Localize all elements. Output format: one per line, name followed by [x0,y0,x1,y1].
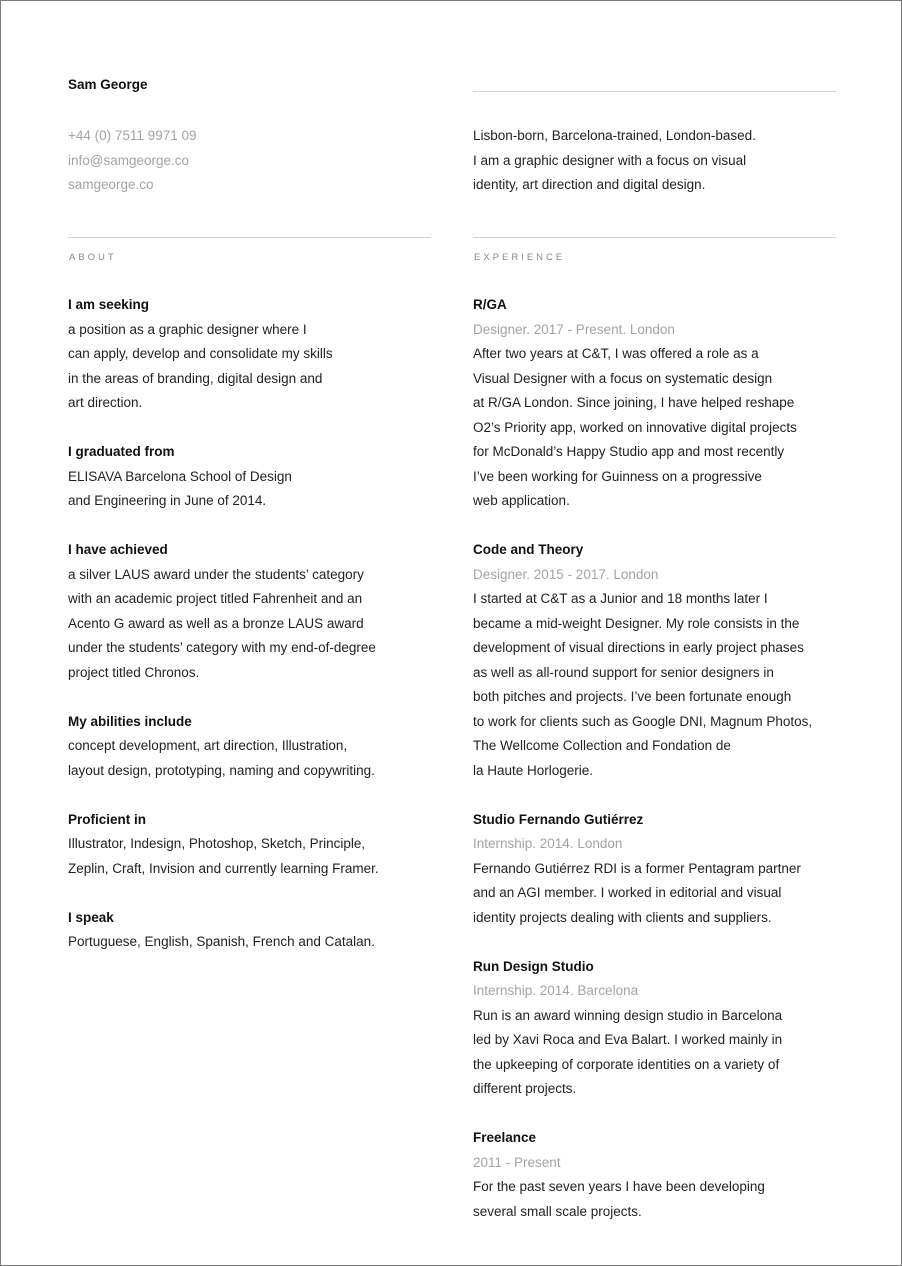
header-divider [473,91,836,92]
person-name: Sam George [68,77,148,92]
experience-line: Run is an award winning design studio in Barcelona [473,1007,783,1023]
experience-item [473,1126,873,1224]
experience-line: to work for clients such as Google DNI, Magnum Photos, [473,713,813,729]
experience-line: I started at C&T as a Junior and 18 months later I [473,591,768,606]
about-item-line: project titled Chronos. [68,664,200,680]
experience-meta: Designer. 2015 - 2017. London [473,566,659,582]
about-divider [68,237,431,238]
experience-company: Code and Theory [473,542,584,557]
about-item-title: I graduated from [68,444,175,459]
about-item [68,808,438,882]
experience-item [473,538,873,783]
experience-divider [473,237,836,238]
about-section-label: ABOUT [69,252,117,263]
experience-line: for McDonald’s Happy Studio app and most recently [473,444,785,459]
experience-line: Visual Designer with a focus on systematic design [473,370,773,386]
about-item [68,906,438,955]
about-item-line: in the areas of branding, digital design and [68,370,323,386]
about-item-title: I have achieved [68,542,168,557]
experience-line: development of visual directions in early project phases [473,640,804,655]
intro-text [473,124,756,198]
intro-line: I am a graphic designer with a focus on visual [473,152,747,168]
experience-company: Freelance [473,1130,537,1145]
experience-line: both pitches and projects. I’ve been fortunate enough [473,689,792,704]
about-item-line: Acento G award as well as a bronze LAUS award [68,615,364,631]
email-address: info@samgeorge.co [68,152,190,168]
about-item-line: art direction. [68,395,143,410]
experience-line: The Wellcome Collection and Fondation de [473,738,731,753]
experience-line: web application. [473,493,570,508]
experience-line: the upkeeping of corporate identities on a variety of [473,1056,780,1072]
experience-line: After two years at C&T, I was offered a role as a [473,346,759,361]
experience-line: different projects. [473,1081,577,1096]
about-item [68,293,438,416]
experience-line: and an AGI member. I worked in editorial and visual [473,885,782,900]
website-link: samgeorge.co [68,177,154,192]
experience-meta: Internship. 2014. Barcelona [473,983,639,998]
experience-company: R/GA [473,297,507,312]
intro-line: Lisbon-born, Barcelona-trained, London-based. [473,128,756,143]
about-item-line: and Engineering in June of 2014. [68,493,267,508]
experience-item [473,293,873,514]
experience-item [473,955,873,1102]
about-item-title: Proficient in [68,811,147,827]
about-item-line: Portuguese, English, Spanish, French and Catalan. [68,934,375,949]
experience-meta: Internship. 2014. London [473,836,623,851]
experience-item [473,808,873,931]
about-item-line: Illustrator, Indesign, Photoshop, Sketch, Principle, [68,836,366,851]
contact-block [68,124,196,198]
experience-line: O2’s Priority app, worked on innovative digital projects [473,419,797,435]
about-item-line: ELISAVA Barcelona School of Design [68,468,292,484]
experience-line: several small scale projects. [473,1203,642,1219]
about-item-line: under the students’ category with my end-of-degree [68,640,376,655]
experience-line: led by Xavi Roca and Eva Balart. I worked mainly in [473,1032,783,1047]
about-item [68,440,438,514]
experience-line: as well as all-round support for senior designers in [473,664,774,680]
intro-line: identity, art direction and digital design. [473,177,706,192]
experience-line: la Haute Horlogerie. [473,762,594,778]
about-item-title: I speak [68,909,114,925]
about-item [68,538,438,685]
phone-number: +44 (0) 7511 9971 09 [68,128,197,143]
experience-line: For the past seven years I have been developing [473,1179,765,1194]
experience-line: I’ve been working for Guinness on a progressive [473,468,762,484]
about-item-title: My abilities include [68,713,192,729]
experience-line: at R/GA London. Since joining, I have helped reshape [473,395,795,410]
experience-line: Fernando Gutiérrez RDI is a former Pentagram partner [473,860,801,876]
experience-line: became a mid-weight Designer. My role consists in the [473,615,800,631]
about-item-line: concept development, art direction, Illustration, [68,738,348,753]
experience-section-label: EXPERIENCE [474,252,566,263]
experience-column [473,293,873,1249]
about-item-line: layout design, prototyping, naming and copywriting. [68,762,375,778]
experience-line: identity projects dealing with clients and suppliers. [473,909,772,925]
experience-company: Run Design Studio [473,958,594,974]
about-item-line: a position as a graphic designer where I [68,321,307,337]
experience-meta: Designer. 2017 - Present. London [473,321,675,337]
experience-meta: 2011 - Present [473,1154,561,1170]
about-item-line: Zeplin, Craft, Invision and currently learning Framer. [68,860,379,876]
about-column [68,293,438,979]
about-item-line: can apply, develop and consolidate my skills [68,346,333,361]
about-item-line: with an academic project titled Fahrenheit and an [68,591,363,606]
about-item [68,710,438,784]
about-item-line: a silver LAUS award under the students’ category [68,566,364,582]
experience-company: Studio Fernando Gutiérrez [473,811,644,827]
about-item-title: I am seeking [68,297,150,312]
